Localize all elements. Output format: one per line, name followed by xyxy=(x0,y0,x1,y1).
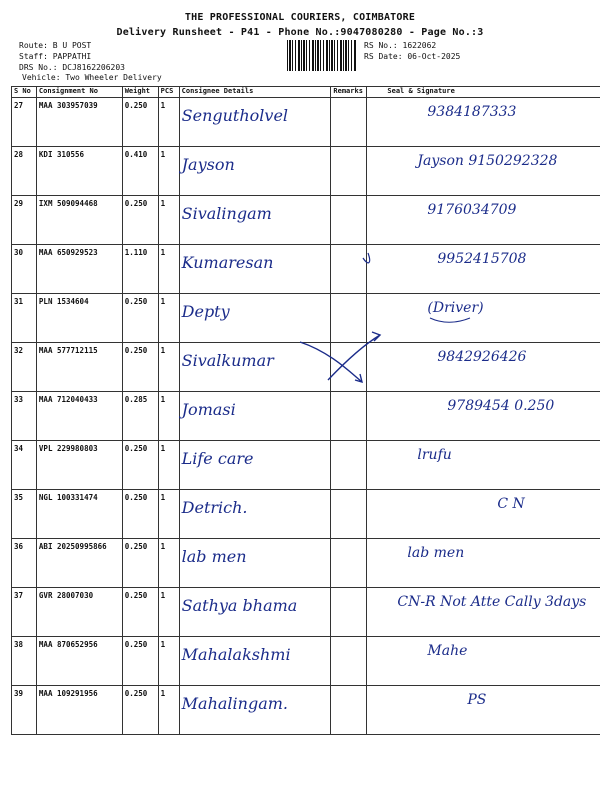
sno-cell: 36 xyxy=(12,539,37,588)
weight-cell: 0.250 xyxy=(122,637,158,686)
remarks-cell xyxy=(331,686,367,735)
weight-cell: 0.250 xyxy=(122,539,158,588)
remarks-cell xyxy=(331,147,367,196)
company-title: THE PROFESSIONAL COURIERS, COIMBATORE xyxy=(184,12,416,23)
table-row xyxy=(12,441,600,490)
col-remarks: Remarks xyxy=(331,87,367,98)
consignment-cell: PLN 1534604 xyxy=(36,294,122,343)
pcs-cell: 1 xyxy=(158,294,179,343)
consignee-cell: Sivalingam xyxy=(179,196,331,245)
seal-cell: C N xyxy=(367,490,600,539)
pcs-cell: 1 xyxy=(158,343,179,392)
table-row xyxy=(12,588,600,637)
seal-cell: (Driver) xyxy=(367,294,600,343)
remarks-cell xyxy=(331,392,367,441)
table-row xyxy=(12,245,600,294)
weight-cell: 0.250 xyxy=(122,98,158,147)
weight-cell: 1.110 xyxy=(122,245,158,294)
table-row xyxy=(12,490,600,539)
table-row xyxy=(12,686,600,735)
remarks-cell xyxy=(331,343,367,392)
sno-cell: 30 xyxy=(12,245,37,294)
seal-cell: Mahe xyxy=(367,637,600,686)
consignment-cell: GVR 28007030 xyxy=(36,588,122,637)
pcs-cell: 1 xyxy=(158,490,179,539)
seal-cell: lrufu xyxy=(367,441,600,490)
weight-cell: 0.250 xyxy=(122,343,158,392)
consignment-cell: ABI 20250995866 xyxy=(36,539,122,588)
weight-cell: 0.285 xyxy=(122,392,158,441)
consignment-cell: NGL 100331474 xyxy=(36,490,122,539)
consignee-cell: Life care xyxy=(179,441,331,490)
staff-label: Staff: PAPPATHI xyxy=(19,52,92,61)
remarks-cell xyxy=(331,441,367,490)
weight-cell: 0.250 xyxy=(122,490,158,539)
weight-cell: 0.250 xyxy=(122,588,158,637)
consignee-cell: Jomasi xyxy=(179,392,331,441)
col-seal: Seal & Signature xyxy=(367,87,600,98)
remarks-cell xyxy=(331,294,367,343)
table-row xyxy=(12,343,600,392)
table-row xyxy=(12,147,600,196)
table-row xyxy=(12,539,600,588)
col-sno: S No xyxy=(12,87,37,98)
remarks-cell xyxy=(331,196,367,245)
pcs-cell: 1 xyxy=(158,686,179,735)
sno-cell: 31 xyxy=(12,294,37,343)
vehicle-label: Vehicle: Two Wheeler Delivery xyxy=(22,73,162,82)
consignee-cell: Mahalingam. xyxy=(179,686,331,735)
pcs-cell: 1 xyxy=(158,196,179,245)
sno-cell: 28 xyxy=(12,147,37,196)
drs-label: DRS No.: DCJ8162206203 xyxy=(19,63,125,72)
pcs-cell: 1 xyxy=(158,392,179,441)
consignee-cell: Depty xyxy=(179,294,331,343)
seal-cell: 9842926426 xyxy=(367,343,600,392)
weight-cell: 0.250 xyxy=(122,686,158,735)
consignment-cell: VPL 229980803 xyxy=(36,441,122,490)
weight-cell: 0.250 xyxy=(122,196,158,245)
table-row xyxy=(12,392,600,441)
sno-cell: 39 xyxy=(12,686,37,735)
rs-date: RS Date: 06-Oct-2025 xyxy=(364,52,461,61)
table-row xyxy=(12,196,600,245)
consignee-cell: Sengutholvel xyxy=(179,98,331,147)
weight-cell: 0.250 xyxy=(122,294,158,343)
col-consignment: Consignment No xyxy=(36,87,122,98)
sno-cell: 29 xyxy=(12,196,37,245)
table-row xyxy=(12,294,600,343)
col-consignee: Consignee Details xyxy=(179,87,331,98)
weight-cell: 0.410 xyxy=(122,147,158,196)
consignment-cell: MAA 109291956 xyxy=(36,686,122,735)
seal-cell: PS xyxy=(367,686,600,735)
pcs-cell: 1 xyxy=(158,637,179,686)
sno-cell: 35 xyxy=(12,490,37,539)
seal-cell: CN-R Not Atte Cally 3days xyxy=(367,588,600,637)
pcs-cell: 1 xyxy=(158,98,179,147)
sno-cell: 37 xyxy=(12,588,37,637)
sno-cell: 33 xyxy=(12,392,37,441)
consignment-cell: MAA 577712115 xyxy=(36,343,122,392)
remarks-cell xyxy=(331,637,367,686)
remarks-cell xyxy=(331,539,367,588)
consignee-cell: Detrich. xyxy=(179,490,331,539)
consignment-cell: MAA 712040433 xyxy=(36,392,122,441)
col-weight: Weight xyxy=(122,87,158,98)
pcs-cell: 1 xyxy=(158,588,179,637)
consignee-cell: Sivalkumar xyxy=(179,343,331,392)
col-pcs: PCS xyxy=(158,87,179,98)
seal-cell: 9789454 0.250 xyxy=(367,392,600,441)
table-row xyxy=(12,98,600,147)
seal-cell: 9176034709 xyxy=(367,196,600,245)
consignee-cell: Kumaresan xyxy=(179,245,331,294)
pcs-cell: 1 xyxy=(158,539,179,588)
remarks-cell xyxy=(331,490,367,539)
weight-cell: 0.250 xyxy=(122,441,158,490)
consignee-cell: Mahalakshmi xyxy=(179,637,331,686)
remarks-cell xyxy=(331,245,367,294)
table-row xyxy=(12,637,600,686)
barcode-image xyxy=(287,40,357,71)
consignment-cell: KDI 310556 xyxy=(36,147,122,196)
seal-cell: 9952415708 xyxy=(367,245,600,294)
sno-cell: 32 xyxy=(12,343,37,392)
consignment-cell: MAA 870652956 xyxy=(36,637,122,686)
consignee-cell: Sathya bhama xyxy=(179,588,331,637)
pcs-cell: 1 xyxy=(158,147,179,196)
pcs-cell: 1 xyxy=(158,245,179,294)
consignment-cell: MAA 303957039 xyxy=(36,98,122,147)
consignment-cell: IXM 509094468 xyxy=(36,196,122,245)
sno-cell: 34 xyxy=(12,441,37,490)
consignee-cell: Jayson xyxy=(179,147,331,196)
seal-cell: Jayson 9150292328 xyxy=(367,147,600,196)
runsheet-table xyxy=(11,86,600,735)
remarks-cell xyxy=(331,588,367,637)
sno-cell: 27 xyxy=(12,98,37,147)
route-label: Route: B U POST xyxy=(19,41,92,50)
seal-cell: lab men xyxy=(367,539,600,588)
table-header-row xyxy=(12,87,600,98)
runsheet-subtitle: Delivery Runsheet - P41 - Phone No.:9047080280 - Page No.:3 xyxy=(116,27,484,38)
seal-cell: 9384187333 xyxy=(367,98,600,147)
consignment-cell: MAA 650929523 xyxy=(36,245,122,294)
remarks-cell xyxy=(331,98,367,147)
pcs-cell: 1 xyxy=(158,441,179,490)
consignee-cell: lab men xyxy=(179,539,331,588)
sno-cell: 38 xyxy=(12,637,37,686)
rs-number: RS No.: 1622062 xyxy=(364,41,437,50)
